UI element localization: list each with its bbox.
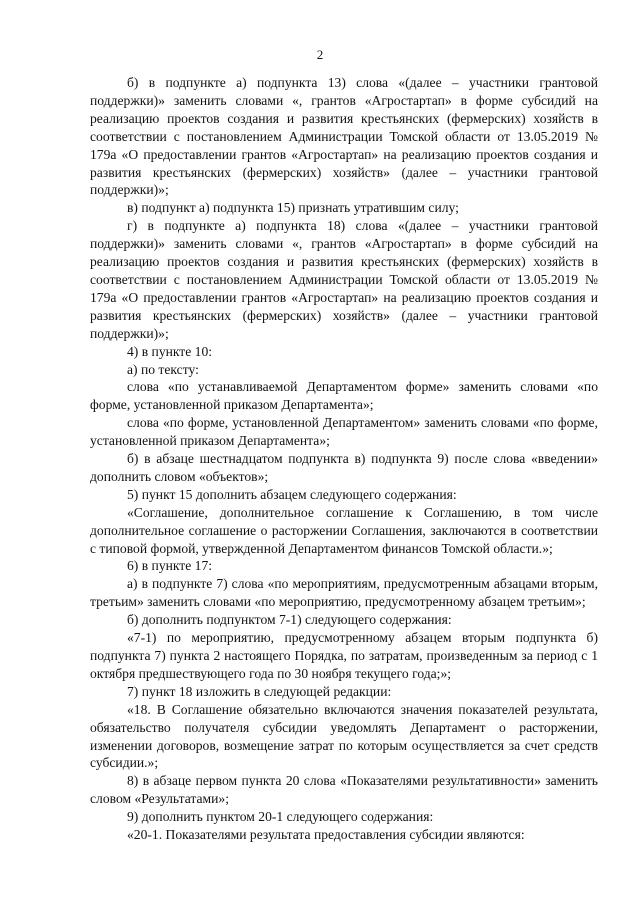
- page-number: 2: [316, 47, 324, 62]
- paragraph-8-point-20: 8) в абзаце первом пункта 20 слова «Показателями результативности» заменить словом «Результатами»;: [90, 773, 598, 807]
- paragraph-1b-subparagraph-13: б) в подпункте а) подпункта 13) слова «(далее – участники грантовой поддержки)» заменить словами «, грантов «Агростартап» в форме субсидий на реализацию проектов создания и развития крестьянских (фермерских) хозяйств в соответствии с постановлением Администрации Томской области от 13.05.2019 № 179а «О предоставлении грантов «Агростартап» на реализацию проектов создания и развития крестьянских (фермерских) хозяйств» (далее – участники грантовой поддержки)»;: [90, 75, 598, 198]
- paragraph-4a-replace-2: слова «по форме, установленной Департаментом» заменить словами «по форме, установленной приказом Департамента»;: [90, 415, 598, 449]
- paragraph-1g-subparagraph-18: г) в подпункте а) подпункта 18) слова «(далее – участники грантовой поддержки)» заменить словами «, грантов «Агростартап» в форме субсидий на реализацию проектов создания и развития крестьянских (фермерских) хозяйств в соответствии с постановлением Администрации Томской области от 13.05.2019 № 179а «О предоставлении грантов «Агростартап» на реализацию проектов создания и развития крестьянских (фермерских) хозяйств» (далее – участники грантовой поддержки)»;: [90, 218, 598, 341]
- paragraph-6b-quote-7-1: «7-1) по мероприятию, предусмотренному абзацем вторым подпункта б) подпункта 7) пункта 2 настоящего Порядка, по затратам, произведенным за период с 1 октября предшествующего года по 30 ноября текущего года;»;: [90, 630, 598, 681]
- paragraph-6a-subparagraph-7: а) в подпункте 7) слова «по мероприятиям, предусмотренным абзацами вторым, третьим» заменить словами «по мероприятию, предусмотренному абзацем третьим»;: [90, 576, 598, 610]
- paragraph-5-agreement-quote: «Соглашение, дополнительное соглашение к Соглашению, в том числе дополнительное соглашение о расторжении Соглашения, заключаются в соответствии с типовой формой, утвержденной Департаментом финансов Томской области.»;: [90, 504, 598, 556]
- paragraph-9-quote-20-1: «20-1. Показателями результата предоставления субсидии являются:: [127, 827, 525, 843]
- paragraph-6-point-17: 6) в пункте 17:: [127, 558, 213, 574]
- paragraph-9-point-20-1: 9) дополнить пунктом 20-1 следующего содержания:: [127, 809, 434, 825]
- paragraph-4b-objects: б) в абзаце шестнадцатом подпункта в) подпункта 9) после слова «введении» дополнить словом «объектов»;: [90, 451, 598, 484]
- paragraph-7-quote-18: «18. В Соглашение обязательно включаются значения показателей результата, обязательство получателя субсидии уведомлять Департамент о расторжении, изменении договоров, возмещение затрат по которым осуществляется за счет средств субсидии.»;: [90, 701, 598, 771]
- paragraph-4-point-10: 4) в пункте 10:: [127, 343, 213, 359]
- paragraph-4a-replace-1: слова «по устанавливаемой Департаментом форме» заменить словами «по форме, установленной приказом Департамента»;: [90, 379, 598, 413]
- paragraph-1v-subparagraph-15: в) подпункт а) подпункта 15) признать утратившим силу;: [127, 200, 459, 216]
- paragraph-5-point-15: 5) пункт 15 дополнить абзацем следующего содержания:: [127, 486, 457, 502]
- document-body: [90, 74, 598, 844]
- paragraph-7-point-18: 7) пункт 18 изложить в следующей редакции:: [127, 683, 392, 699]
- paragraph-6b-subparagraph-7-1: б) дополнить подпунктом 7-1) следующего содержания:: [127, 612, 452, 628]
- paragraph-4a-by-text: а) по тексту:: [127, 361, 199, 377]
